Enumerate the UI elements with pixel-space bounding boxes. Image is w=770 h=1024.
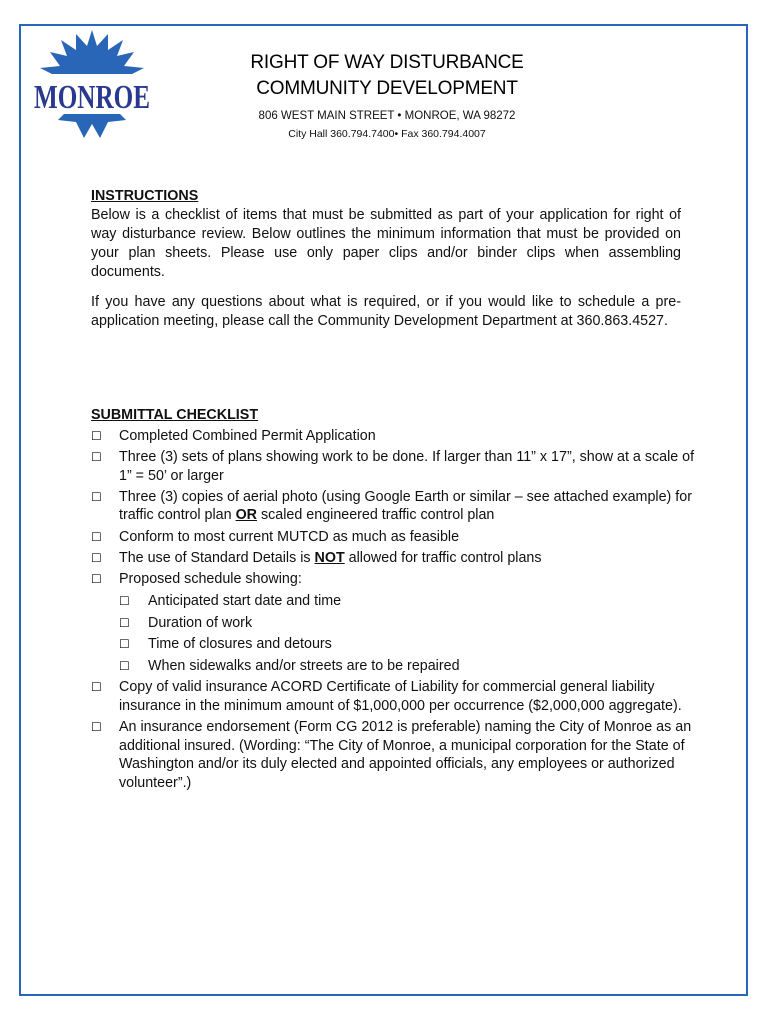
- checklist-subitem-text: Duration of work: [148, 614, 253, 631]
- logo-wordmark: MONROE: [34, 79, 150, 116]
- checkbox[interactable]: ☐: [119, 615, 130, 630]
- checklist-item: [91, 528, 697, 547]
- checkbox[interactable]: ☐: [91, 489, 102, 504]
- checkbox[interactable]: ☐: [91, 571, 102, 586]
- checklist-item-text: Three (3) sets of plans showing work to be done. If larger than 11” x 17”, show at a scale of 1” = 50’ or larger: [119, 449, 695, 484]
- instructions-paragraph-2: If you have any questions about what is required, or if you would like to schedule a pre-application meeting, please call the Community Development Department at 360.863.4527.: [91, 294, 681, 329]
- checkbox[interactable]: ☐: [91, 450, 102, 465]
- checkbox[interactable]: ☐: [119, 593, 130, 608]
- checklist-subitem: [91, 635, 697, 654]
- submittal-checklist: [91, 406, 697, 792]
- checklist-item-text: Proposed schedule showing:: [119, 570, 302, 587]
- phone-fax: City Hall 360.794.7400• Fax 360.794.4007: [288, 128, 486, 140]
- checklist-item-text: The use of Standard Details is: [119, 549, 315, 566]
- checklist-item: [91, 570, 697, 589]
- checklist-item: [91, 549, 697, 568]
- checklist-subitem-text: Anticipated start date and time: [148, 592, 342, 609]
- emphasis-or: OR: [235, 507, 258, 524]
- checkbox[interactable]: ☐: [91, 680, 102, 695]
- checklist-item-text: Three (3) copies of aerial photo (using Google Earth or similar – see attached example) for traffic control plan: [119, 488, 692, 524]
- checkbox[interactable]: ☐: [119, 659, 130, 674]
- checkbox[interactable]: ☐: [91, 550, 102, 565]
- starburst-icon: [40, 30, 144, 80]
- address: 806 WEST MAIN STREET • MONROE, WA 98272: [258, 110, 516, 122]
- checkbox[interactable]: ☐: [91, 529, 102, 544]
- checklist-item-text: An insurance endorsement (Form CG 2012 is preferable) naming the City of Monroe as an additional insured. (Wording: “The City of Monroe, a municipal corporation for the State of Washington and/or its duly elected and appointed officials, any employees or authorized volunteer”.): [119, 719, 692, 791]
- title-line-1: RIGHT OF WAY DISTURBANCE: [250, 52, 524, 73]
- checklist-item-text: allowed for traffic control plans: [344, 549, 542, 566]
- checklist-item-text: Copy of valid insurance ACORD Certificate of Liability for commercial general liability insurance in the minimum amount of $1,000,000 per occurrence ($2,000,000 aggregate).: [119, 679, 682, 714]
- monroe-logo: [28, 30, 156, 142]
- checklist-item: [91, 678, 697, 715]
- checklist-subitem: [91, 592, 697, 611]
- checklist-item: [91, 488, 697, 525]
- instructions-section: [91, 187, 681, 331]
- checklist-item: [91, 718, 697, 792]
- checklist-item-text: Completed Combined Permit Application: [119, 428, 376, 445]
- title-line-2: COMMUNITY DEVELOPMENT: [256, 78, 518, 99]
- checklist-heading: SUBMITTAL CHECKLIST: [91, 407, 259, 423]
- checklist-subitem-text: When sidewalks and/or streets are to be repaired: [148, 658, 460, 675]
- checklist-item-text: scaled engineered traffic control plan: [257, 507, 495, 524]
- checkbox[interactable]: ☐: [91, 429, 102, 444]
- checklist-item: [91, 448, 697, 485]
- checklist-item-text: Conform to most current MUTCD as much as feasible: [119, 528, 460, 545]
- checklist-subitem: [91, 657, 697, 676]
- checklist-item: [91, 427, 697, 446]
- emphasis-not: NOT: [314, 549, 345, 566]
- checkbox[interactable]: ☐: [91, 720, 102, 735]
- instructions-paragraph-1: Below is a checklist of items that must be submitted as part of your application for right of way disturbance review. Below outlines the minimum information that must be provided on your plan sheets. Please use only paper clips and/or binder clips when assembling documents.: [91, 207, 681, 280]
- checklist-subitem: [91, 614, 697, 633]
- checkbox[interactable]: ☐: [119, 637, 130, 652]
- letterhead: [222, 50, 552, 141]
- instructions-heading: INSTRUCTIONS: [91, 188, 199, 204]
- checklist-subitem-text: Time of closures and detours: [148, 636, 332, 653]
